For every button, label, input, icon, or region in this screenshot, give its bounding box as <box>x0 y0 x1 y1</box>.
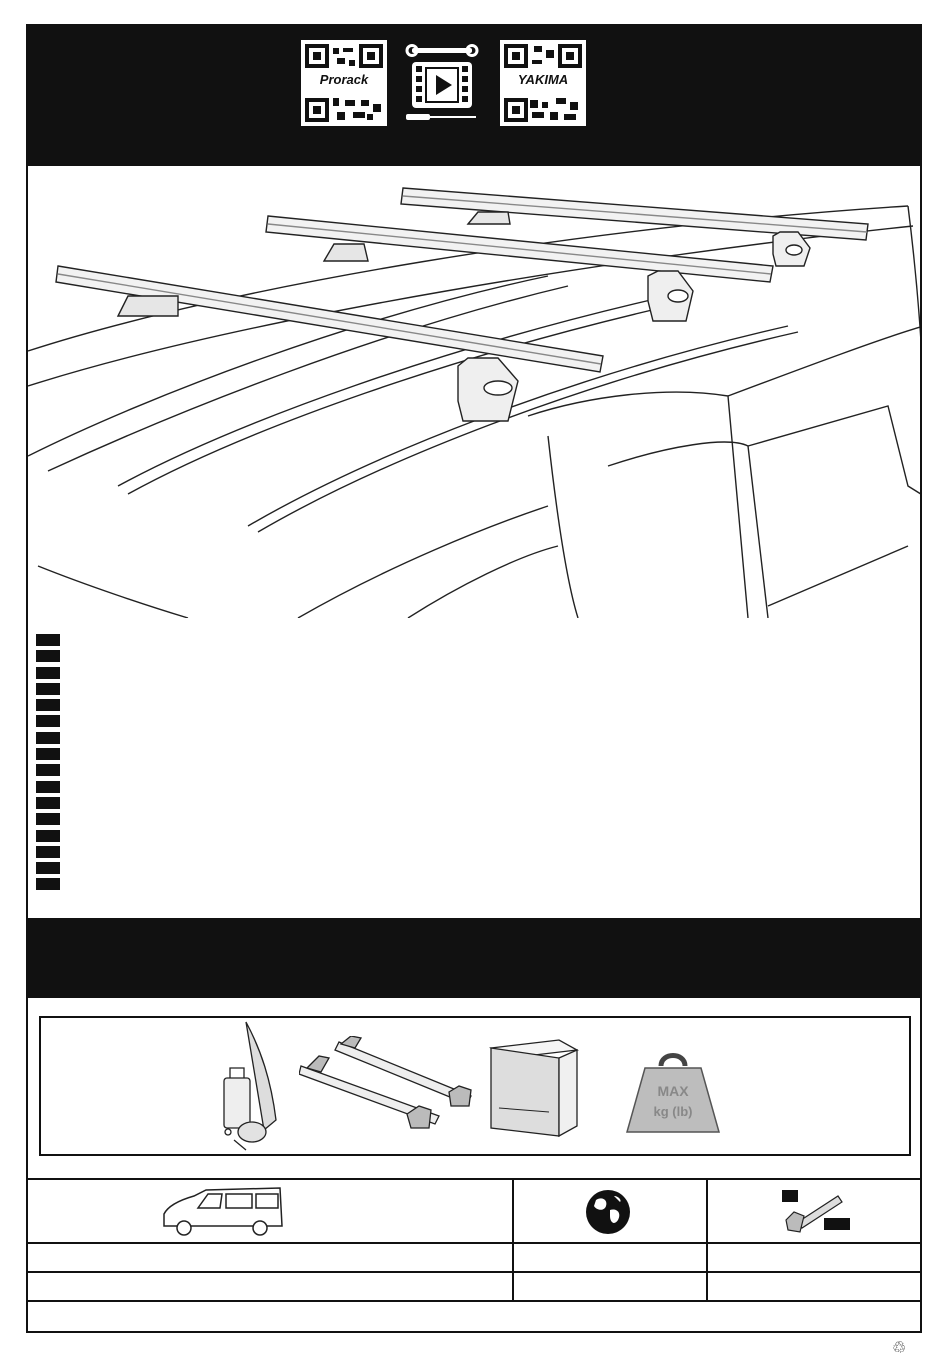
van-roof-illustration <box>28 166 920 618</box>
instruction-sheet <box>26 24 922 1333</box>
wrench-icon <box>407 46 477 56</box>
language-list <box>36 634 66 895</box>
header-band <box>28 26 920 166</box>
features-panel <box>39 1016 911 1156</box>
table-divider <box>706 1178 708 1302</box>
max-label: MAX <box>657 1083 689 1099</box>
language-code <box>36 797 60 809</box>
qr-brand-label: YAKIMA <box>500 71 586 89</box>
language-code <box>36 699 60 711</box>
language-code <box>36 813 60 825</box>
qr-code-yakima[interactable] <box>500 40 586 126</box>
table-border <box>28 1242 920 1244</box>
language-code <box>36 878 60 890</box>
language-code <box>36 781 60 793</box>
roof-bar-middle <box>266 216 773 321</box>
language-code <box>36 764 60 776</box>
language-code <box>36 732 60 744</box>
qr-code-prorack[interactable] <box>301 40 387 126</box>
max-weight-icon <box>623 1048 723 1138</box>
van-icon <box>160 1186 284 1238</box>
language-code <box>36 683 60 695</box>
luggage-load-icon <box>216 1020 286 1154</box>
roof-bar-front <box>56 266 603 421</box>
globe-icon <box>584 1188 632 1236</box>
roof-bars-icon <box>299 1036 474 1136</box>
language-code <box>36 650 60 662</box>
table-border <box>28 1178 920 1180</box>
qr-brand-label: Prorack <box>301 71 387 89</box>
language-code <box>36 830 60 842</box>
weight-unit-label: kg (lb) <box>653 1104 693 1119</box>
video-tutorial-icon[interactable] <box>402 42 482 126</box>
table-border <box>28 1300 920 1302</box>
language-code <box>36 846 60 858</box>
foot-mount-icon <box>778 1186 856 1238</box>
table-border <box>28 1271 920 1273</box>
table-divider <box>512 1178 514 1302</box>
language-code <box>36 667 60 679</box>
language-code <box>36 748 60 760</box>
video-play-icon <box>412 62 472 108</box>
fitting-kit-box-icon <box>489 1038 579 1138</box>
title-band <box>28 918 920 998</box>
language-code <box>36 862 60 874</box>
recycle-icon: ♲ <box>892 1340 907 1357</box>
language-code <box>36 634 60 646</box>
language-code <box>36 715 60 727</box>
screwdriver-icon <box>406 114 476 120</box>
